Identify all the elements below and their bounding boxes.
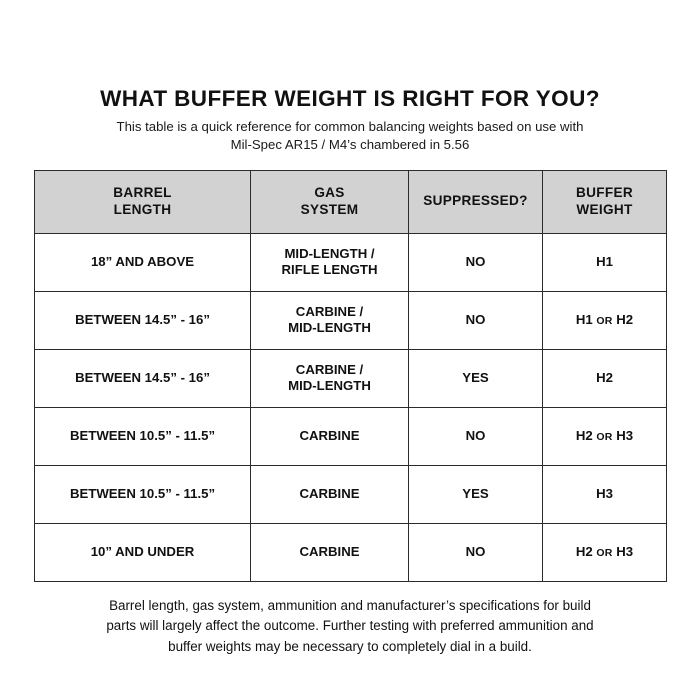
- table-row: [35, 523, 667, 581]
- table-row: [35, 233, 667, 291]
- page-subtitle: [90, 118, 610, 154]
- cell-gas-system-line1: CARBINE /: [295, 362, 364, 378]
- cell-buffer-weight-or: OR: [596, 315, 613, 328]
- table-header-row: [35, 170, 667, 233]
- cell-barrel-length: 18” AND ABOVE: [35, 233, 251, 291]
- cell-buffer-weight: [543, 233, 667, 291]
- cell-barrel-length: BETWEEN 10.5” - 11.5”: [35, 465, 251, 523]
- cell-buffer-weight: [543, 465, 667, 523]
- column-header-suppressed-line1: SUPPRESSED?: [423, 193, 528, 209]
- footnote-line-1: Barrel length, gas system, ammunition and manufacturer’s specifications for build: [109, 597, 591, 613]
- column-header-barrel-length: [35, 170, 251, 233]
- table-row: [35, 349, 667, 407]
- cell-barrel-length: BETWEEN 14.5” - 16”: [35, 291, 251, 349]
- cell-gas-system-line1: CARBINE /: [295, 304, 364, 320]
- column-header-suppressed: [409, 170, 543, 233]
- cell-gas-system: [251, 523, 409, 581]
- column-header-barrel-length-line2: LENGTH: [113, 201, 172, 217]
- subtitle-line-1: This table is a quick reference for common balancing weights based on use with: [116, 118, 584, 134]
- column-header-gas-system-line1: GAS: [314, 185, 345, 201]
- buffer-weight-table: [34, 170, 667, 582]
- cell-buffer-weight-or: OR: [596, 547, 613, 560]
- column-header-gas-system-line2: SYSTEM: [300, 201, 359, 217]
- cell-suppressed: YES: [409, 349, 543, 407]
- cell-gas-system: [251, 407, 409, 465]
- cell-buffer-weight: [543, 523, 667, 581]
- table-header: [35, 170, 667, 233]
- footnote: [34, 596, 666, 658]
- cell-buffer-weight-primary: H2: [575, 544, 593, 560]
- cell-gas-system: [251, 291, 409, 349]
- cell-buffer-weight-primary: H1: [596, 254, 613, 270]
- cell-suppressed: NO: [409, 291, 543, 349]
- cell-buffer-weight: [543, 291, 667, 349]
- cell-suppressed: NO: [409, 407, 543, 465]
- table-body: [35, 233, 667, 581]
- cell-buffer-weight-secondary: H3: [616, 544, 634, 560]
- subtitle-line-2: Mil-Spec AR15 / M4’s chambered in 5.56: [230, 136, 470, 152]
- cell-buffer-weight-primary: H1: [575, 312, 593, 328]
- cell-gas-system: [251, 465, 409, 523]
- cell-gas-system-line2: RIFLE LENGTH: [281, 262, 378, 277]
- table-row: [35, 291, 667, 349]
- cell-gas-system-line2: MID-LENGTH: [288, 320, 371, 335]
- cell-buffer-weight-primary: H2: [575, 428, 593, 444]
- cell-suppressed: NO: [409, 233, 543, 291]
- column-header-buffer-weight-line1: BUFFER: [576, 185, 633, 201]
- column-header-barrel-length-line1: BARREL: [113, 185, 172, 201]
- cell-gas-system: [251, 349, 409, 407]
- cell-barrel-length: 10” AND UNDER: [35, 523, 251, 581]
- cell-gas-system-line1: CARBINE: [299, 428, 360, 444]
- cell-buffer-weight-or: OR: [596, 431, 613, 444]
- cell-buffer-weight-secondary: H3: [616, 428, 634, 444]
- cell-buffer-weight-primary: H3: [596, 486, 613, 502]
- column-header-buffer-weight-line2: WEIGHT: [576, 201, 633, 217]
- cell-gas-system: [251, 233, 409, 291]
- cell-buffer-weight: [543, 349, 667, 407]
- footnote-line-2: parts will largely affect the outcome. Further testing with preferred ammunition and: [106, 618, 594, 634]
- cell-gas-system-line1: CARBINE: [299, 544, 360, 560]
- table-row: [35, 465, 667, 523]
- cell-buffer-weight: [543, 407, 667, 465]
- cell-gas-system-line2: MID-LENGTH: [288, 378, 371, 393]
- column-header-buffer-weight: [543, 170, 667, 233]
- cell-suppressed: YES: [409, 465, 543, 523]
- column-header-gas-system: [251, 170, 409, 233]
- cell-barrel-length: BETWEEN 14.5” - 16”: [35, 349, 251, 407]
- footnote-line-3: buffer weights may be necessary to completely dial in a build.: [168, 639, 532, 655]
- page-title: WHAT BUFFER WEIGHT IS RIGHT FOR YOU?: [100, 86, 600, 111]
- cell-buffer-weight-secondary: H2: [616, 312, 634, 328]
- cell-gas-system-line1: MID-LENGTH /: [284, 246, 375, 262]
- table-row: [35, 407, 667, 465]
- cell-barrel-length: BETWEEN 10.5” - 11.5”: [35, 407, 251, 465]
- cell-suppressed: NO: [409, 523, 543, 581]
- cell-gas-system-line1: CARBINE: [299, 486, 360, 502]
- cell-buffer-weight-primary: H2: [596, 370, 613, 386]
